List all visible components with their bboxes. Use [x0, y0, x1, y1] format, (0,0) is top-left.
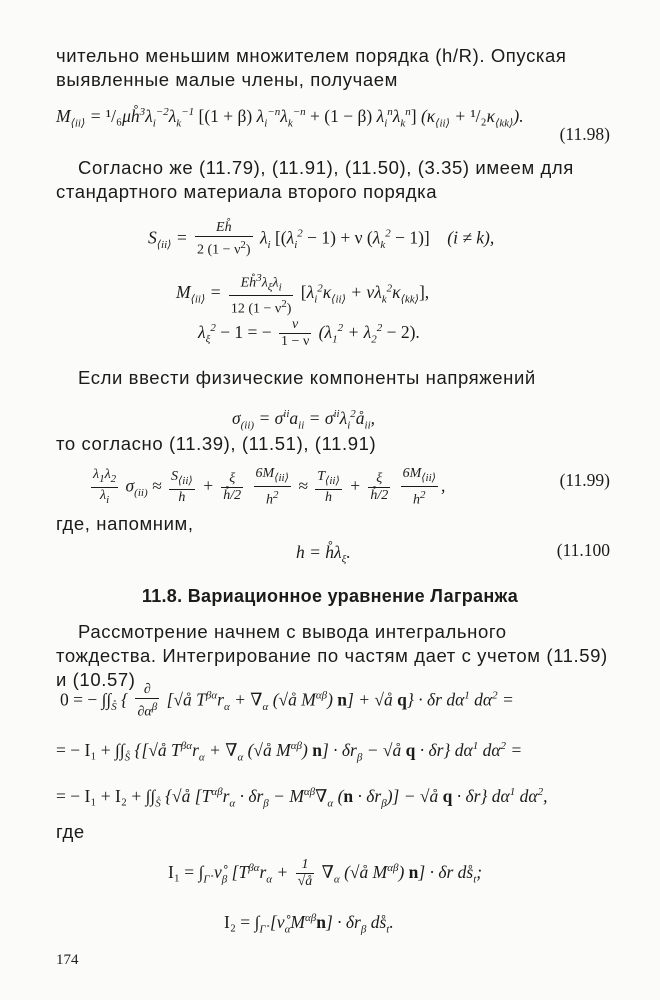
equation-11-100: $h = h̊\lambda_\xi$.: [296, 542, 351, 566]
paragraph-5: где, напомним,: [56, 513, 194, 534]
page-number: 174: [56, 952, 79, 968]
paragraph-6: Рассмотрение начнем с вывода интегрального тождества. Интегрирование по частям дает с учетом (11.59) и (10.57): [56, 621, 608, 690]
equation-sigma: $\sigma_{(ii)} = \sigma^{ii}a_{ii}$ = $\sigma^{ii}\lambda_i^2å_{ii}$,: [232, 407, 376, 432]
paragraph-3: Если ввести физические компоненты напряжений: [78, 367, 536, 388]
equation-i2: $I_2 = \int_{\Gammå}$ $[\nů_\alpha M^{\alpha\beta}n] \cdot \delta r_\beta$ $ds̊_t$.: [224, 911, 394, 936]
equation-i1: $I_1 = \int_{\Gammå}$ $\nů_\beta$ [$T^{\beta\alpha}r_\alpha$ + $\frac{1}{√å}$ $\nabla_\alpha$ (√å $M^{\alpha\beta}$) n] · δr $ds̊_t$;: [168, 857, 483, 890]
paragraph-2: Согласно же (11.79), (11.91), (11.50), (3.35) имеем для стандартного материала второго порядка: [56, 157, 574, 202]
equation-integral-3: = − $I_1 + I_2 + \int\int_{S̊}$ {√å [$T^{\alpha\beta}r_\alpha \cdot \delta r_\beta - M^{\alpha\beta}\nabla_\alpha$ $(n \cdot \delta r_\beta)$] − √å q · δr} $d\alpha^1$ $d\alpha^2$,: [56, 785, 548, 810]
paragraph-1: чительно меньшим множителем порядка (h/R). Опуская выявленные малые члены, получаем: [56, 45, 567, 90]
section-heading: 11.8. Вариационное уравнение Лагранжа: [141, 586, 519, 606]
equation-number-11-99: (11.99): [559, 470, 610, 490]
equation-11-99: $\frac{\lambda_1\lambda_2}{\lambda_i}$ $\sigma_{(ii)}$ ≈ $\frac{S_{⟨ii⟩}}{h}$ + $\frac{\xi}{h̊/2}$ $\frac{6M_{⟨ii⟩}}{h^2}$ ≈ $\frac{T_{⟨ii⟩}}{h}$ + $\frac{\xi}{h̊/2}$ $\frac{6M_{⟨ii⟩}}{h^2}$ ,: [93, 466, 446, 508]
paragraph-4: то согласно (11.39), (11.51), (11.91): [56, 433, 377, 454]
equation-integral-2: = − $I_1 + \int\int_{S̊}$ {[√å $T^{\beta\alpha}r_\alpha + \nabla_\alpha$ (√å $M^{\alpha\beta}$) $n] \cdot \delta r_\beta$ − √å q · δr} $d\alpha^1$ $d\alpha^2$ =: [56, 739, 523, 764]
paragraph-7: где: [56, 821, 85, 842]
equation-number-11-100: (11.100: [556, 540, 610, 560]
equation-integral-1: 0 = − $\int\int_{S̊}$ { $\frac{\partial}{\partial\alpha^\beta}$ [√å $T^{\beta\alpha}r_\alpha + \nabla_\alpha$ (√å $M^{\alpha\beta}$) n] + √å q} · δr $d\alpha^1$ $d\alpha^2$ =: [60, 682, 514, 720]
equation-11-98: $M_{⟨ii⟩}$ = $^1/_6\mu h̊^3\lambda_i^{-2}\lambda_k^{-1}$ [(1 + β) $\lambda_i^{-n}\lambda_k^{-n} + (1 - \beta)$ $\lambda_i^n\lambda_k^n$] $(\kappa_{⟨ii⟩} + ^1/_2\kappa_{⟨kk⟩})$.: [56, 105, 524, 130]
equation-number-11-98: (11.98): [559, 124, 610, 144]
equation-lambda-xi: $\lambda_\xi^2 - 1$ = − $\frac{\nu}{1 - \nu}$ $(\lambda_1^2 + \lambda_2^2 - 2)$.: [198, 317, 420, 350]
equation-s-ii: $S_{⟨ii⟩}$ = $\frac{Eh̊}{2 (1 - \nu^2)}$ $\lambda_i$ [$(\lambda_i^2 - 1) + \nu$ $(\lambda_k^2 - 1)$] (i ≠ k),: [148, 220, 495, 258]
equation-m-ii: $M_{⟨ii⟩}$ = $\frac{Eh̊^3\lambda_\xi\lambda_i}{12 (1 - \nu^2)}$ $[\lambda_i^2\kappa_{⟨ii⟩} + \nu\lambda_k^2\kappa_{⟨kk⟩}]$,: [176, 272, 430, 318]
